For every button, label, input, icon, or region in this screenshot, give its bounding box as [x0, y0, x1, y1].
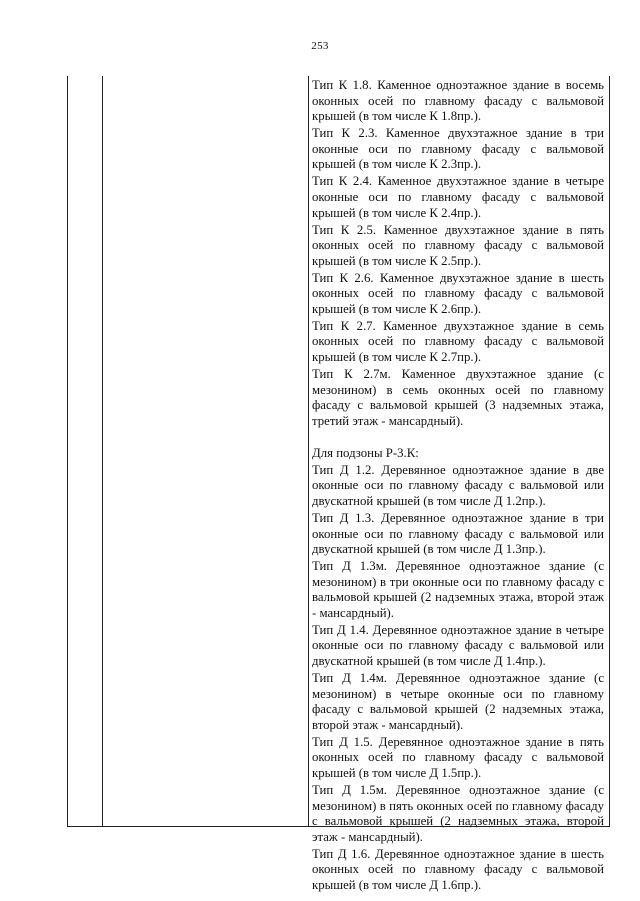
building-type-entry: Тип Д 1.3м. Деревянное одноэтажное здание (с мезонином) в три оконные оси по главному фасаду с вальмовой крышей (2 надземных этажа, второй этаж - мансардный).	[312, 559, 604, 620]
building-type-entry: Тип Д 1.3. Деревянное одноэтажное здание в три оконные оси по главному фасаду с вальмовой или двускатной крышей (в том числе Д 1.3пр.).	[312, 510, 604, 557]
building-type-entry: Тип Д 1.5. Деревянное одноэтажное здание в пять оконных осей по главному фасаду с вальмовой крышей (в том числе Д 1.5пр.).	[312, 734, 604, 781]
building-type-entry: Тип Д 1.2. Деревянное одноэтажное здание в две оконные оси по главному фасаду с вальмовой или двускатной крышей (в том числе Д 1.2пр.).	[312, 462, 604, 508]
building-type-entry: Тип К 2.6. Каменное двухэтажное здание в шесть оконных осей по главному фасаду с вальмовой крышей (в том числе К 2.6пр.).	[312, 270, 604, 316]
spacer	[312, 431, 604, 446]
building-type-entry: Тип К 2.5. Каменное двухэтажное здание в пять оконных осей по главному фасаду с вальмовой крышей (в том числе К 2.5пр.).	[312, 222, 604, 268]
requirements-table	[67, 76, 610, 892]
building-type-entry: Тип К 2.4. Каменное двухэтажное здание в четыре оконные оси по главному фасаду с вальмовой крышей (в том числе К 2.4пр.).	[312, 174, 604, 220]
subzone-heading: Для подзоны Р-3.К:	[312, 445, 419, 460]
building-type-entry: Тип К 2.7м. Каменное двухэтажное здание (с мезонином) в семь оконных осей по главному фасаду с вальмовой крышей (3 надземных этажа, третий этаж - мансардный).	[312, 367, 604, 428]
column-divider-2	[308, 76, 309, 826]
building-type-entry: Тип К 2.7. Каменное двухэтажное здание в семь оконных осей по главному фасаду с вальмовой крышей (в том числе К 2.7пр.).	[312, 318, 604, 365]
building-types-cell	[312, 78, 604, 895]
wooden-building-types	[312, 463, 604, 894]
building-type-entry: Тип К 1.8. Каменное одноэтажное здание в восемь оконных осей по главному фасаду с вальмовой крышей (в том числе К 1.8пр.).	[312, 78, 604, 124]
page-number: 253	[311, 40, 329, 52]
column-divider-1	[102, 76, 103, 826]
building-type-entry: Тип К 2.3. Каменное двухэтажное здание в три оконные оси по главному фасаду с вальмовой крышей (в том числе К 2.3пр.).	[312, 126, 604, 172]
building-type-entry: Тип Д 1.4м. Деревянное одноэтажное здание (с мезонином) в четыре оконные оси по главному фасаду с вальмовой крышей (2 надземных этажа, второй этаж - мансардный).	[312, 671, 604, 732]
building-type-entry: Тип Д 1.6. Деревянное одноэтажное здание в шесть оконных осей по главному фасаду с вальмовой крышей (в том числе Д 1.6пр.).	[312, 846, 604, 892]
building-type-entry: Тип Д 1.5м. Деревянное одноэтажное здание (с мезонином) в пять оконных осей по главному фасаду с вальмовой крышей (2 надземных этажа, второй этаж - мансардный).	[312, 783, 604, 844]
stone-building-types	[312, 78, 604, 429]
building-type-entry: Тип Д 1.4. Деревянное одноэтажное здание в четыре оконные оси по главному фасаду с вальмовой или двускатной крышей (в том числе Д 1.4пр.).	[312, 622, 604, 669]
